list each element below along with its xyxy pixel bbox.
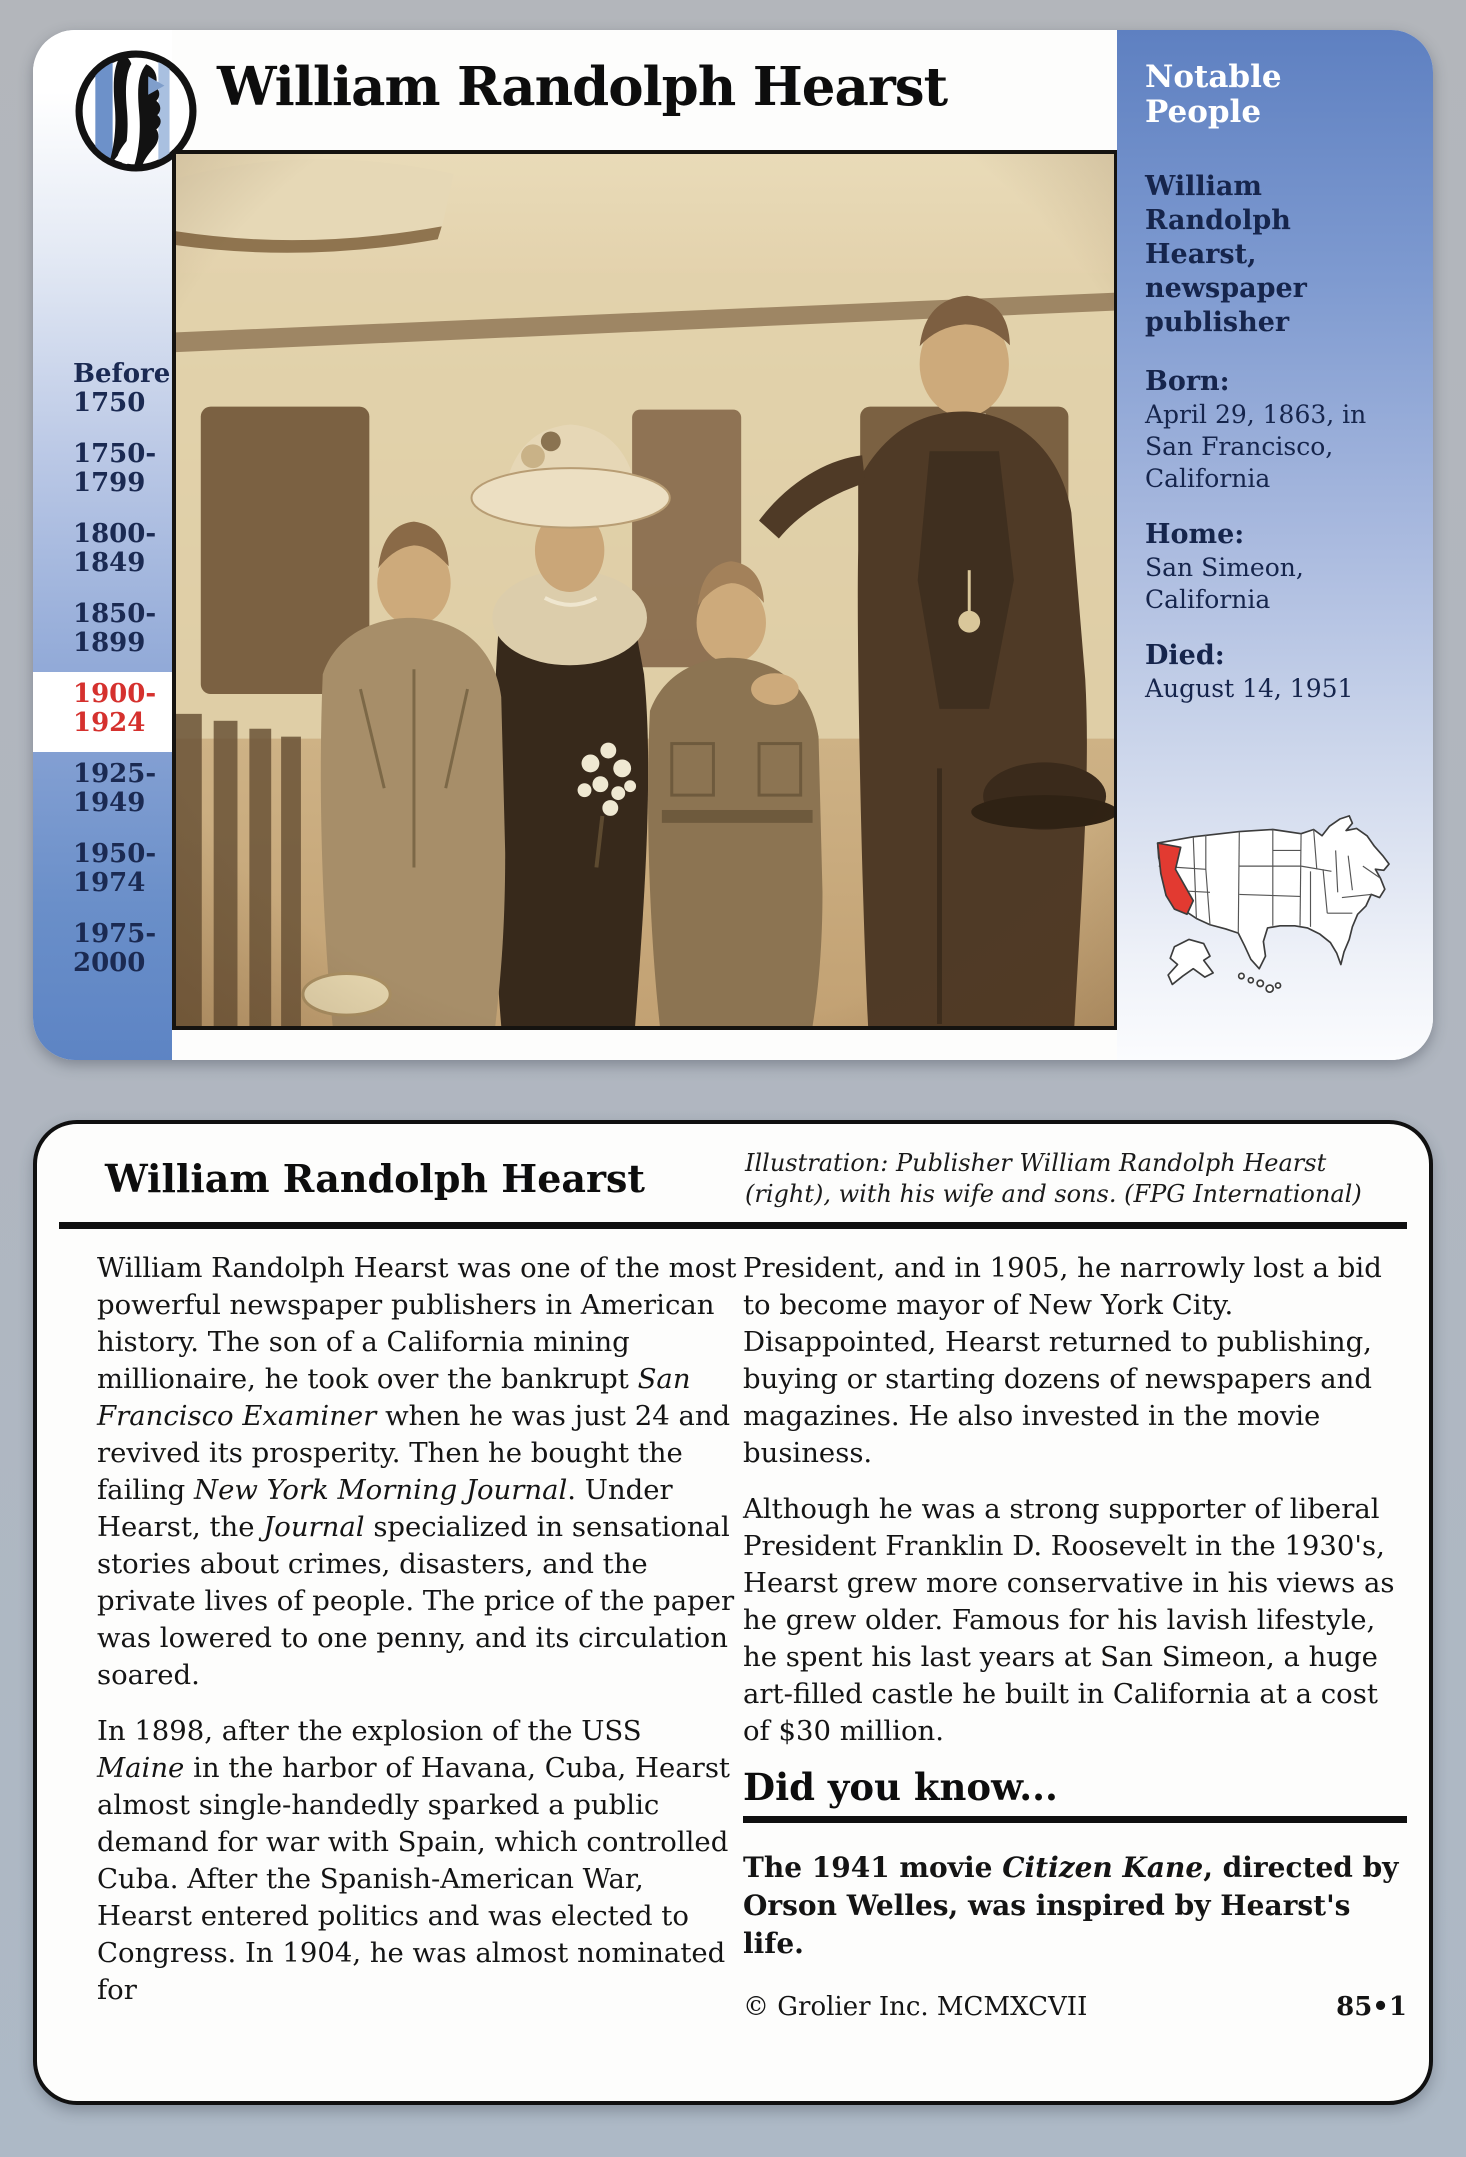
died-value: August 14, 1951 [1145,674,1354,703]
timeline-item-1950-1974 [33,832,172,912]
fact-died [1145,640,1370,705]
timeline-label: 1899 [73,628,146,658]
fact-born [1145,366,1370,495]
timeline-label: 1850- [73,599,157,629]
timeline-strip [33,30,172,1060]
subject-name: William Randolph Hearst, newspaper publisher [1145,171,1307,338]
series-category-title: Notable People [1145,59,1282,130]
timeline-label: 1949 [73,788,146,818]
timeline-label: 1974 [73,868,146,898]
back-title: William Randolph Hearst [105,1156,645,1201]
paragraph: President, and in 1905, he narrowly lost a bid to become mayor of New York City. Disappointed, Hearst returned to publishing, buying or starting dozens of newspapers and magazines. He also invested in the movie business. [743,1252,1382,1469]
born-value: April 29, 1863, in San Francisco, California [1145,400,1367,493]
home-value: San Simeon, California [1145,553,1304,614]
card-number: 85•1 [1336,1992,1407,2022]
front-card [33,30,1433,1060]
did-you-know-rule [743,1816,1407,1823]
timeline-label: 1849 [73,548,146,578]
timeline-item-1900-1924-active [33,672,172,752]
timeline-label: 1900- [73,679,157,709]
timeline-label: 1975- [73,919,157,949]
back-card [33,1120,1433,2105]
back-footer [743,1989,1407,2026]
timeline-label: 1799 [73,468,146,498]
did-you-know-fact: The 1941 movie Citizen Kane, directed by Orson Welles, was inspired by Hearst's life. [743,1851,1399,1960]
did-you-know-heading: Did you know... [743,1765,1058,1809]
home-label: Home: [1145,519,1245,550]
timeline-item-before-1750 [33,352,172,432]
timeline-item-1975-2000 [33,912,172,992]
fact-home [1145,519,1370,616]
timeline-label: 1800- [73,519,157,549]
front-sidebar [1117,30,1433,1060]
timeline-label: 2000 [73,948,146,978]
photo-caption: Illustration: Publisher William Randolph Hearst (right), with his wife and sons. (FPG International) [745,1149,1362,1208]
timeline-label: 1750 [73,388,146,418]
timeline-item-1925-1949 [33,752,172,832]
paragraph: In 1898, after the explosion of the USS Maine in the harbor of Havana, Cuba, Hearst almost single-handedly sparked a public demand for war with Spain, which controlled Cuba. After the Spanish-American War, Hearst entered politics and was elected to Congress. In 1904, he was almost nominated for [97,1715,730,2006]
timeline-label: 1925- [73,759,157,789]
front-header [33,30,1117,162]
timeline-label: 1750- [73,439,157,469]
body-column-1 [97,1250,737,2028]
timeline-label: 1924 [73,708,146,738]
front-title: William Randolph Hearst [217,56,948,118]
us-map [1143,808,1411,1008]
body-column-2 [743,1250,1407,2026]
timeline-label: Before [73,359,171,389]
timeline-item-1750-1799 [33,432,172,512]
timeline-item-1800-1849 [33,512,172,592]
timeline-item-1850-1899 [33,592,172,672]
paragraph: Although he was a strong supporter of liberal President Franklin D. Roosevelt in the 1930's, Hearst grew more conservative in his views as he grew older. Famous for his lavish lifestyle, he spent his last years at San Simeon, a huge art-filled castle he built in California at a cost of $30 million. [743,1493,1395,1747]
subject-photo [172,150,1118,1030]
died-label: Died: [1145,640,1225,671]
copyright-text: © Grolier Inc. MCMXCVII [743,1992,1088,2022]
timeline-label: 1950- [73,839,157,869]
born-label: Born: [1145,366,1230,397]
paragraph: William Randolph Hearst was one of the most powerful newspaper publishers in American history. The son of a California mining millionaire, he took over the bankrupt San Francisco Examiner when he was just 24 and revived its prosperity. Then he bought the failing New York Morning Journal. Under Hearst, the Journal specialized in sensational stories about crimes, disasters, and the private lives of people. The price of the paper was lowered to one penny, and its circulation soared. [97,1252,737,1691]
header-rule [59,1222,1407,1229]
